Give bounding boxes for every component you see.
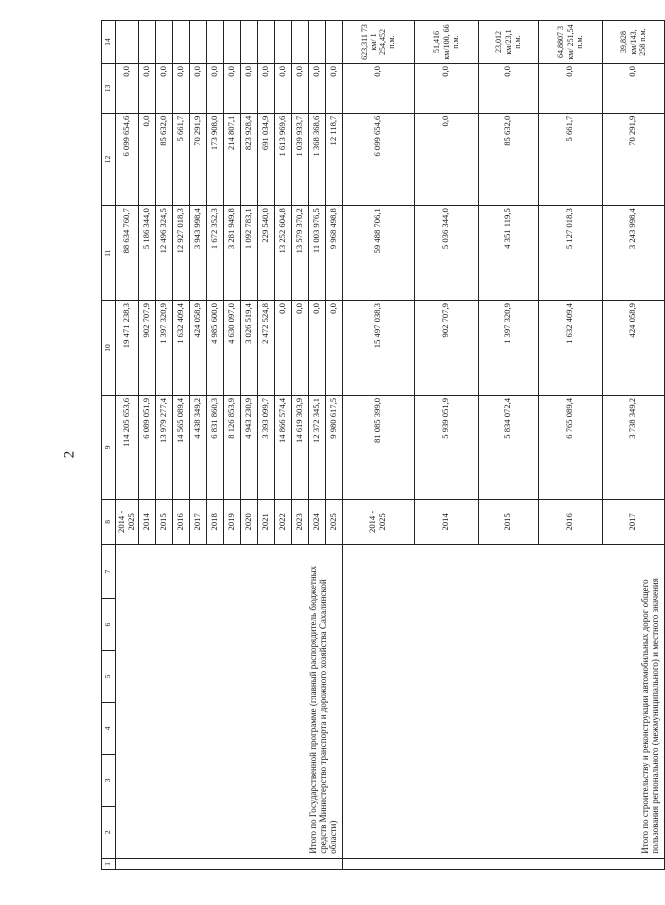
value-cell-regional: 1 672 352,3	[206, 206, 223, 301]
capacity-cell	[206, 21, 223, 64]
capacity-cell	[116, 21, 139, 64]
section-col-1	[342, 858, 664, 869]
capacity-cell	[138, 21, 155, 64]
capacity-cell	[155, 21, 172, 64]
value-cell-other: 0,0	[116, 64, 139, 114]
value-cell-local: 214 807,1	[223, 113, 240, 206]
value-cell-federal: 3 026 519,4	[240, 301, 257, 396]
value-cell-local: 70 291,9	[189, 113, 206, 206]
value-cell-total: 14 565 089,4	[172, 395, 189, 499]
year-cell: 2017	[189, 499, 206, 544]
year-cell: 2014	[414, 499, 478, 544]
value-cell-total: 4 438 349,2	[189, 395, 206, 499]
header-cell: 10	[102, 301, 116, 396]
value-cell-federal: 1 397 320,9	[155, 301, 172, 396]
year-cell: 2015	[478, 499, 538, 544]
header-cell: 9	[102, 395, 116, 499]
header-cell: 13	[102, 64, 116, 114]
capacity-cell	[172, 21, 189, 64]
value-cell-local: 6 099 654,6	[116, 113, 139, 206]
value-cell-regional: 9 968 498,8	[325, 206, 342, 301]
year-cell: 2015	[155, 499, 172, 544]
year-cell: 2025	[325, 499, 342, 544]
value-cell-local: 85 632,0	[155, 113, 172, 206]
value-cell-regional: 5 036 344,0	[414, 206, 478, 301]
capacity-cell: 64,8807 3 км/ 251,54 п.м.	[538, 21, 602, 64]
value-cell-local: 0,0	[138, 113, 155, 206]
value-cell-total: 81 085 399,0	[342, 395, 414, 499]
year-cell: 2017	[602, 499, 664, 544]
year-cell: 2020	[240, 499, 257, 544]
capacity-cell: 623,311 73 км/ 1 254,452 п.м.	[342, 21, 414, 64]
value-cell-federal: 2 472 524,8	[257, 301, 274, 396]
value-cell-other: 0,0	[478, 64, 538, 114]
value-cell-regional: 59 488 706,1	[342, 206, 414, 301]
value-cell-other: 0,0	[325, 64, 342, 114]
header-cell: 2	[102, 806, 116, 858]
capacity-cell	[223, 21, 240, 64]
header-cell: 12	[102, 113, 116, 206]
table-row	[342, 21, 414, 870]
value-cell-local: 5 661,7	[538, 113, 602, 206]
value-cell-federal: 4 630 097,0	[223, 301, 240, 396]
value-cell-other: 0,0	[274, 64, 291, 114]
capacity-cell: 39,828 км/143, 258 п.м.	[602, 21, 664, 64]
capacity-cell: 23,012 км/23,1 п.м.	[478, 21, 538, 64]
value-cell-total: 8 126 853,9	[223, 395, 240, 499]
value-cell-local: 173 908,0	[206, 113, 223, 206]
value-cell-federal: 902 707,9	[138, 301, 155, 396]
capacity-cell: 51,416 км/100, 66 п.м.	[414, 21, 478, 64]
value-cell-federal: 19 471 238,3	[116, 301, 139, 396]
value-cell-total: 12 372 345,1	[308, 395, 325, 499]
header-row	[102, 21, 116, 870]
table-row	[116, 21, 139, 870]
value-cell-other: 0,0	[189, 64, 206, 114]
capacity-cell	[189, 21, 206, 64]
value-cell-local: 85 632,0	[478, 113, 538, 206]
year-cell: 2016	[538, 499, 602, 544]
value-cell-local: 1 039 933,7	[291, 113, 308, 206]
value-cell-regional: 1 092 783,1	[240, 206, 257, 301]
value-cell-federal: 1 397 320,9	[478, 301, 538, 396]
year-cell: 2016	[172, 499, 189, 544]
value-cell-local: 70 291,9	[602, 113, 664, 206]
header-cell: 8	[102, 499, 116, 544]
year-cell: 2014 - 2025	[116, 499, 139, 544]
capacity-cell	[240, 21, 257, 64]
value-cell-local: 12 118,7	[325, 113, 342, 206]
value-cell-local: 6 099 654,6	[342, 113, 414, 206]
value-cell-other: 0,0	[414, 64, 478, 114]
value-cell-total: 14 619 303,9	[291, 395, 308, 499]
header-cell: 11	[102, 206, 116, 301]
capacity-cell	[291, 21, 308, 64]
value-cell-regional: 3 943 998,4	[189, 206, 206, 301]
value-cell-other: 0,0	[257, 64, 274, 114]
value-cell-regional: 229 540,0	[257, 206, 274, 301]
value-cell-total: 114 205 653,6	[116, 395, 139, 499]
year-cell: 2014	[138, 499, 155, 544]
year-cell: 2014 - 2025	[342, 499, 414, 544]
capacity-cell	[257, 21, 274, 64]
value-cell-other: 0,0	[308, 64, 325, 114]
year-cell: 2021	[257, 499, 274, 544]
header-cell: 5	[102, 651, 116, 703]
value-cell-local: 1 613 969,6	[274, 113, 291, 206]
value-cell-other: 0,0	[206, 64, 223, 114]
value-cell-total: 4 943 230,9	[240, 395, 257, 499]
page-number: 2	[61, 450, 78, 459]
capacity-cell	[325, 21, 342, 64]
value-cell-other: 0,0	[138, 64, 155, 114]
value-cell-regional: 11 003 976,5	[308, 206, 325, 301]
value-cell-federal: 424 058,9	[602, 301, 664, 396]
value-cell-regional: 88 634 760,7	[116, 206, 139, 301]
value-cell-federal: 1 632 409,4	[172, 301, 189, 396]
value-cell-local: 5 661,7	[172, 113, 189, 206]
year-cell: 2024	[308, 499, 325, 544]
value-cell-federal: 0,0	[308, 301, 325, 396]
value-cell-total: 9 980 617,5	[325, 395, 342, 499]
value-cell-other: 0,0	[155, 64, 172, 114]
header-cell: 6	[102, 599, 116, 651]
value-cell-total: 5 939 051,9	[414, 395, 478, 499]
value-cell-local: 823 928,4	[240, 113, 257, 206]
section-title: Итого по Государственной программе (главный распорядитель бюджетных средств Министерство транспорта и дорожного хозяйства Сахалинской области)	[116, 544, 343, 858]
value-cell-total: 6 831 860,3	[206, 395, 223, 499]
value-cell-regional: 12 496 324,5	[155, 206, 172, 301]
value-cell-federal: 0,0	[291, 301, 308, 396]
header-cell: 1	[102, 858, 116, 869]
value-cell-other: 0,0	[602, 64, 664, 114]
value-cell-other: 0,0	[240, 64, 257, 114]
section-title: Итого по строительству и реконструкции автомобильных дорог общего пользования регионального (межмуниципального) и местного значения	[342, 544, 664, 858]
value-cell-total: 3 393 099,7	[257, 395, 274, 499]
value-cell-total: 14 866 574,4	[274, 395, 291, 499]
header-cell: 4	[102, 702, 116, 754]
year-cell: 2018	[206, 499, 223, 544]
value-cell-total: 6 089 051,9	[138, 395, 155, 499]
value-cell-regional: 13 579 370,2	[291, 206, 308, 301]
value-cell-regional: 13 252 604,8	[274, 206, 291, 301]
header-cell: 7	[102, 544, 116, 598]
year-cell: 2019	[223, 499, 240, 544]
value-cell-federal: 15 497 038,3	[342, 301, 414, 396]
value-cell-regional: 12 927 018,3	[172, 206, 189, 301]
value-cell-regional: 3 243 998,4	[602, 206, 664, 301]
value-cell-federal: 0,0	[325, 301, 342, 396]
section-col-1	[116, 858, 343, 869]
value-cell-other: 0,0	[172, 64, 189, 114]
value-cell-total: 13 979 277,4	[155, 395, 172, 499]
value-cell-federal: 0,0	[274, 301, 291, 396]
header-cell: 14	[102, 21, 116, 64]
value-cell-total: 3 738 349,2	[602, 395, 664, 499]
value-cell-other: 0,0	[223, 64, 240, 114]
value-cell-regional: 5 127 018,3	[538, 206, 602, 301]
value-cell-regional: 5 186 344,0	[138, 206, 155, 301]
capacity-cell	[308, 21, 325, 64]
value-cell-federal: 4 985 600,0	[206, 301, 223, 396]
value-cell-local: 1 368 368,6	[308, 113, 325, 206]
year-cell: 2023	[291, 499, 308, 544]
value-cell-federal: 424 058,9	[189, 301, 206, 396]
value-cell-other: 0,0	[538, 64, 602, 114]
value-cell-other: 0,0	[342, 64, 414, 114]
header-cell: 3	[102, 754, 116, 806]
value-cell-total: 6 765 089,4	[538, 395, 602, 499]
value-cell-regional: 4 351 119,5	[478, 206, 538, 301]
value-cell-federal: 1 632 409,4	[538, 301, 602, 396]
rotated-table-sheet	[101, 20, 661, 870]
value-cell-local: 691 034,9	[257, 113, 274, 206]
value-cell-local: 0,0	[414, 113, 478, 206]
value-cell-regional: 3 281 949,8	[223, 206, 240, 301]
value-cell-federal: 902 707,9	[414, 301, 478, 396]
value-cell-total: 5 834 072,4	[478, 395, 538, 499]
budget-table	[101, 20, 665, 870]
capacity-cell	[274, 21, 291, 64]
year-cell: 2022	[274, 499, 291, 544]
value-cell-other: 0,0	[291, 64, 308, 114]
